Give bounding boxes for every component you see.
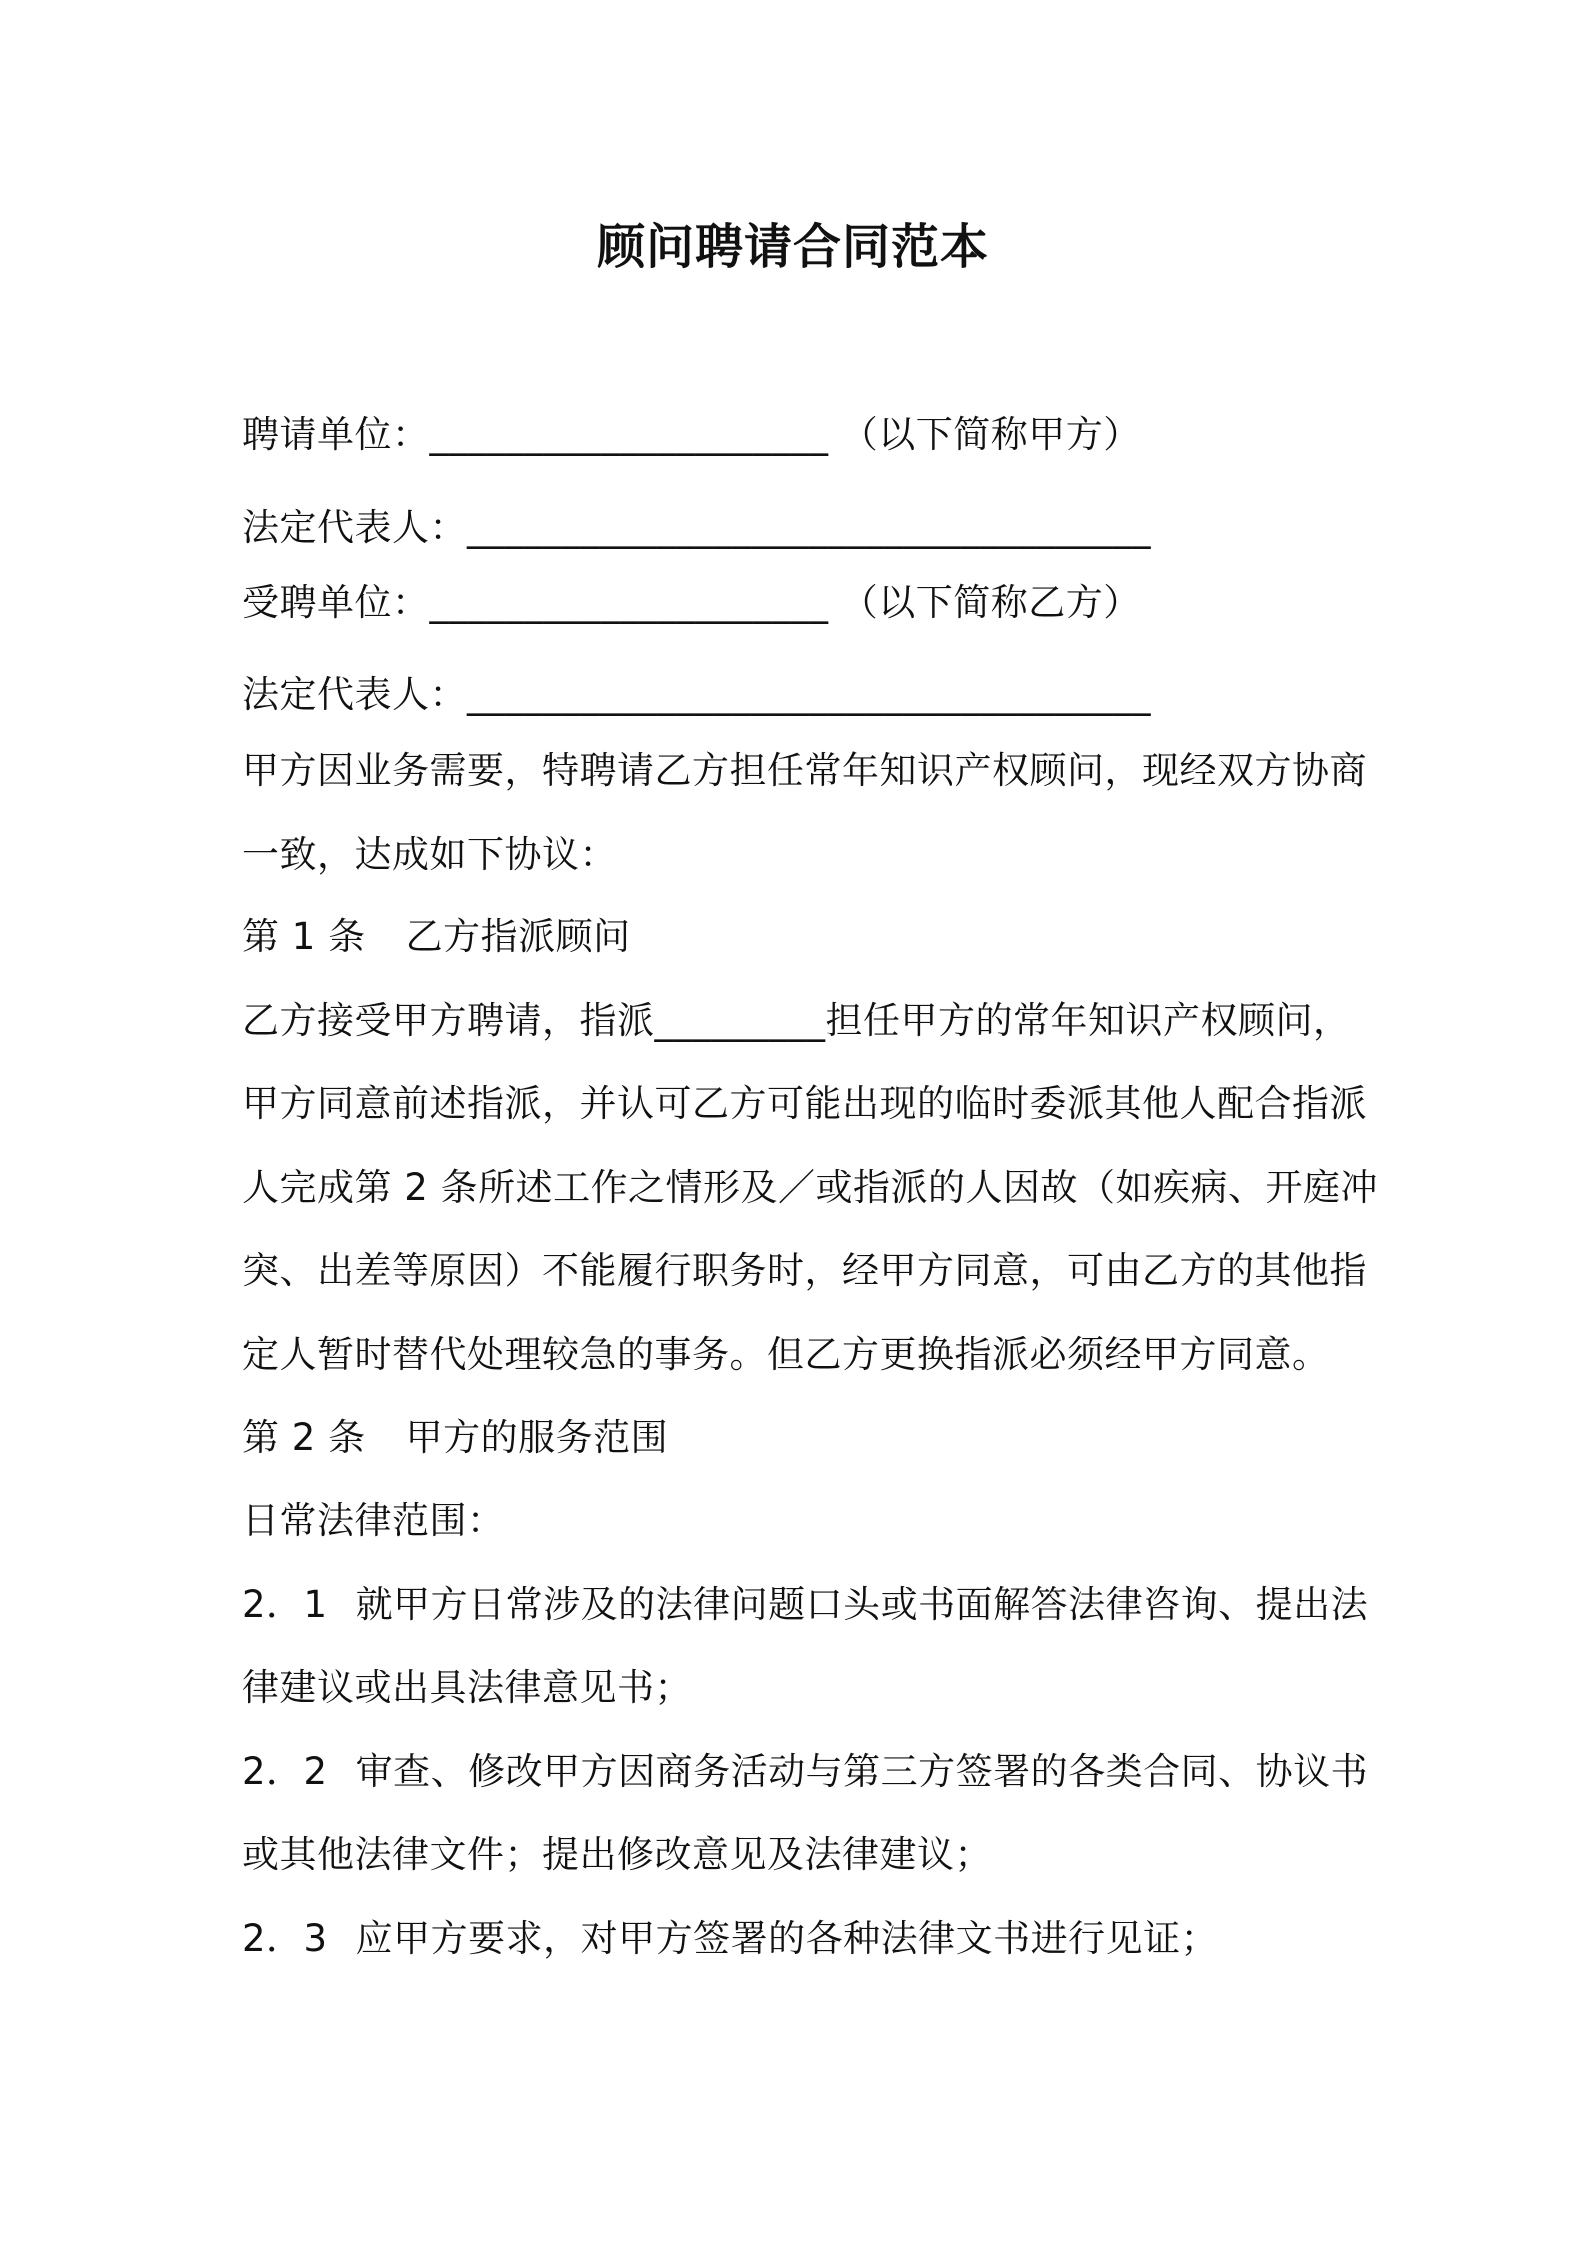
article-1-title: 乙方指派顾问 xyxy=(405,915,631,958)
intro-line-2: 一致，达成如下协议： xyxy=(242,833,617,876)
article-1-line-2: 甲方同意前述指派，并认可乙方可能出现的临时委派其他人配合指派 xyxy=(242,1082,1367,1125)
article-2-heading xyxy=(242,1412,1352,1464)
item-2-2-number: 2．2 xyxy=(242,1750,328,1793)
article-2-title: 甲方的服务范围 xyxy=(405,1416,669,1459)
item-2-2-text: 审查、修改甲方因商务活动与第三方签署的各类合同、协议书 xyxy=(355,1750,1369,1793)
item-2-3-line-1 xyxy=(242,1913,1352,1965)
party-a-rep-line: 法定代表人：____________________________________ xyxy=(242,506,1151,549)
article-1-number: 第 1 条 xyxy=(242,915,366,958)
article-1-line-1: 乙方接受甲方聘请，指派_________担任甲方的常年知识产权顾问， xyxy=(242,999,1351,1042)
intro-line-1: 甲方因业务需要，特聘请乙方担任常年知识产权顾问，现经双方协商 xyxy=(242,749,1367,792)
item-2-2-line-2: 或其他法律文件；提出修改意见及法律建议； xyxy=(242,1833,992,1876)
article-2-number: 第 2 条 xyxy=(242,1416,366,1459)
article-1-heading xyxy=(242,911,1352,963)
item-2-1-text: 就甲方日常涉及的法律问题口头或书面解答法律咨询、提出法 xyxy=(355,1583,1369,1626)
item-2-1-number: 2．1 xyxy=(242,1583,328,1626)
article-1-line-4: 突、出差等原因）不能履行职务时，经甲方同意，可由乙方的其他指 xyxy=(242,1249,1367,1292)
document-title: 顾问聘请合同范本 xyxy=(596,219,989,275)
party-a-unit-line: 聘请单位：_____________________ （以下简称甲方） xyxy=(242,413,1141,456)
item-2-3-number: 2．3 xyxy=(242,1917,328,1960)
daily-scope-heading: 日常法律范围： xyxy=(242,1499,505,1542)
party-b-unit-line: 受聘单位：_____________________ （以下简称乙方） xyxy=(242,581,1141,624)
item-2-1-line-2: 律建议或出具法律意见书； xyxy=(242,1666,692,1709)
item-2-1-line-1 xyxy=(242,1579,1369,1631)
article-1-line-3: 人完成第 2 条所述工作之情形及／或指派的人因故（如疾病、开庭冲 xyxy=(242,1166,1379,1209)
article-1-line-5: 定人暂时替代处理较急的事务。但乙方更换指派必须经甲方同意。 xyxy=(242,1333,1330,1376)
item-2-3-text: 应甲方要求，对甲方签署的各种法律文书进行见证； xyxy=(355,1917,1219,1960)
item-2-2-line-1 xyxy=(242,1746,1369,1798)
party-b-rep-line: 法定代表人：____________________________________ xyxy=(242,673,1151,716)
